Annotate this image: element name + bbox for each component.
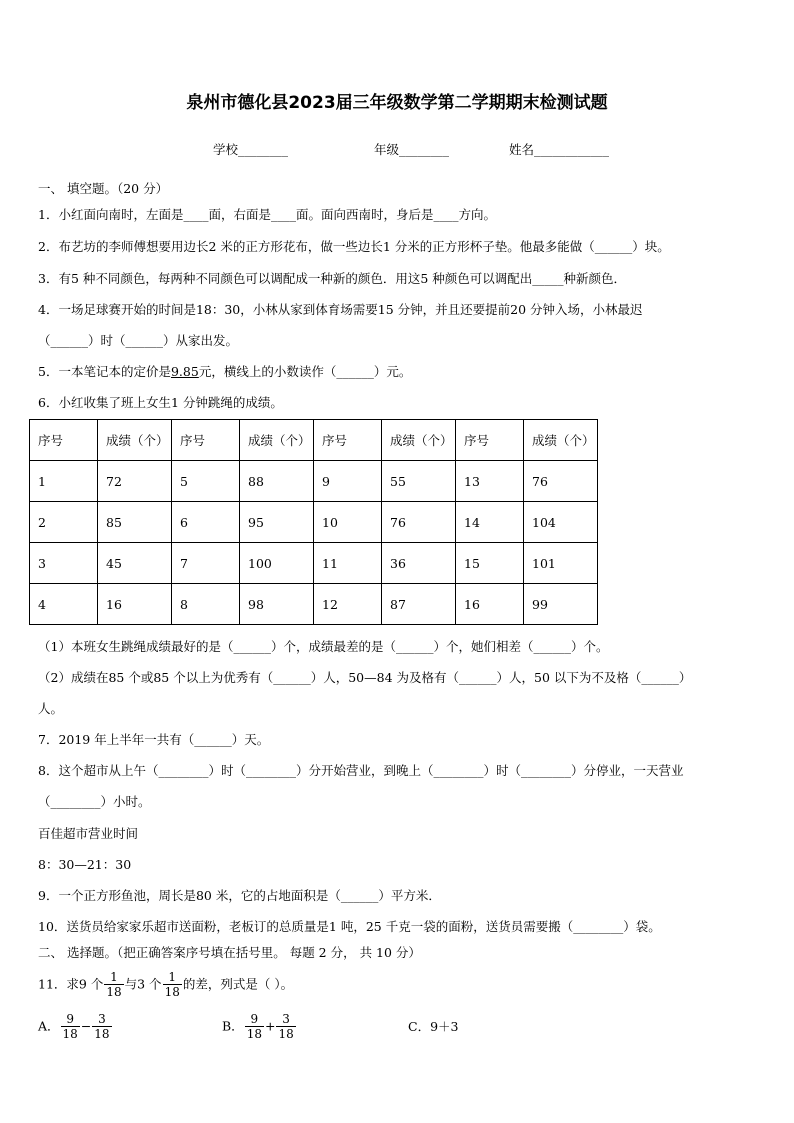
table-cell: 101 <box>524 543 598 584</box>
section-fill-blank-heading: 一、 填空题。（20 分） <box>38 181 169 196</box>
question-4-line2: （______）时（______）从家出发。 <box>38 333 239 348</box>
fraction <box>92 1012 111 1041</box>
fraction-numerator: 1 <box>104 970 123 985</box>
fraction <box>61 1012 80 1041</box>
table-header-cell: 序号 <box>314 420 382 461</box>
question-7: 7．2019 年上半年一共有（______）天。 <box>38 732 270 747</box>
question-3: 3．有5 种不同颜色，每两种不同颜色可以调配成一种新的颜色．用这5 种颜色可以调配出_____种新颜色． <box>38 271 627 286</box>
fraction-numerator: 1 <box>163 970 182 985</box>
question-5 <box>38 363 411 381</box>
table-row <box>30 584 598 625</box>
name-field: 姓名____________ <box>509 142 610 157</box>
question-6-sub2-line1: （2）成绩在85 个或85 个以上为优秀有（______）人，50—84 为及格有（______）人，50 以下为不及格（______） <box>38 670 692 685</box>
table-cell: 8 <box>172 584 240 625</box>
table-cell: 45 <box>98 543 172 584</box>
question-9: 9．一个正方形鱼池，周长是80 米，它的占地面积是（______）平方米． <box>38 888 441 903</box>
table-cell: 98 <box>240 584 314 625</box>
fraction-numerator: 3 <box>92 1012 111 1027</box>
table-cell: 6 <box>172 502 240 543</box>
page-title: 泉州市德化县2023届三年级数学第二学期期末检测试题 <box>186 93 608 113</box>
question-8-line1: 8．这个超市从上午（________）时（________）分开始营业，到晚上（________）时（________）分停业，一天营业 <box>38 763 684 778</box>
table-cell: 10 <box>314 502 382 543</box>
fraction-one-eighteenth <box>163 970 182 999</box>
option-b-label: B． <box>222 1018 244 1034</box>
table-cell: 99 <box>524 584 598 625</box>
table-header-cell: 成绩（个） <box>98 420 172 461</box>
option-c: C．9＋3 <box>408 1019 459 1034</box>
table-cell: 15 <box>456 543 524 584</box>
minus-sign: − <box>80 1018 92 1034</box>
grade-field: 年级________ <box>374 142 450 157</box>
table-cell: 4 <box>30 584 98 625</box>
table-cell: 14 <box>456 502 524 543</box>
store-hours-time: 8：30—21：30 <box>38 857 132 872</box>
table-cell: 2 <box>30 502 98 543</box>
table-header-cell: 成绩（个） <box>382 420 456 461</box>
table-cell: 16 <box>456 584 524 625</box>
table-cell: 16 <box>98 584 172 625</box>
section-choice-heading: 二、 选择题。（把正确答案序号填在括号里。 每题 2 分， 共 10 分） <box>38 945 421 960</box>
fraction-denominator: 18 <box>278 1027 294 1041</box>
table-row <box>30 461 598 502</box>
fraction-denominator: 18 <box>246 1027 262 1041</box>
table-cell: 13 <box>456 461 524 502</box>
table-header-cell: 序号 <box>30 420 98 461</box>
question-11 <box>38 966 293 1003</box>
table-header-cell: 序号 <box>172 420 240 461</box>
table-cell: 11 <box>314 543 382 584</box>
table-cell: 76 <box>382 502 456 543</box>
table-cell: 3 <box>30 543 98 584</box>
store-hours-title: 百佳超市营业时间 <box>38 826 139 841</box>
table-header-cell: 序号 <box>456 420 524 461</box>
table-cell: 76 <box>524 461 598 502</box>
table-cell: 95 <box>240 502 314 543</box>
fraction <box>245 1012 264 1041</box>
option-a-label: A． <box>38 1018 60 1034</box>
fraction-denominator: 18 <box>94 1027 110 1041</box>
question-11-suffix: 的差，列式是（ ）。 <box>182 976 294 992</box>
table-cell: 72 <box>98 461 172 502</box>
option-a <box>38 1008 113 1045</box>
question-2: 2．布艺坊的李师傅想要用边长2 米的正方形花布，做一些边长1 分米的正方形杯子垫。他最多能做（______）块。 <box>38 239 670 254</box>
table-cell: 104 <box>524 502 598 543</box>
table-cell: 1 <box>30 461 98 502</box>
fraction-denominator: 18 <box>106 985 122 999</box>
table-cell: 5 <box>172 461 240 502</box>
table-header-cell: 成绩（个） <box>240 420 314 461</box>
table-cell: 9 <box>314 461 382 502</box>
table-cell: 88 <box>240 461 314 502</box>
fraction-one-eighteenth <box>104 970 123 999</box>
question-5-underlined-number: 9.85 <box>170 364 199 379</box>
question-6: 6．小红收集了班上女生1 分钟跳绳的成绩。 <box>38 395 283 410</box>
fraction-numerator: 9 <box>61 1012 80 1027</box>
table-cell: 55 <box>382 461 456 502</box>
question-6-sub2-line2: 人。 <box>38 701 64 716</box>
question-5-prefix: 5．一本笔记本的定价是 <box>38 364 171 379</box>
table-header-row <box>30 420 598 461</box>
question-10: 10．送货员给家家乐超市送面粉，老板订的总质量是1 吨，25 千克一袋的面粉，送货员需要搬（________）袋。 <box>38 919 661 934</box>
table-header-cell: 成绩（个） <box>524 420 598 461</box>
table-cell: 36 <box>382 543 456 584</box>
option-b <box>222 1008 297 1045</box>
table-cell: 85 <box>98 502 172 543</box>
fraction-numerator: 9 <box>245 1012 264 1027</box>
fraction-denominator: 18 <box>164 985 180 999</box>
question-5-suffix: 元，横线上的小数读作（______）元。 <box>198 364 412 379</box>
table-row <box>30 543 598 584</box>
school-field: 学校________ <box>213 142 289 157</box>
score-table <box>29 419 598 625</box>
question-8-line2: （________）小时。 <box>38 794 151 809</box>
question-11-prefix: 11．求9 个 <box>38 976 104 992</box>
plus-sign: + <box>264 1018 276 1034</box>
table-row <box>30 502 598 543</box>
question-1: 1．小红面向南时，左面是____面，右面是____面。面向西南时，身后是____方向。 <box>38 207 496 222</box>
question-11-mid: 与3 个 <box>124 976 162 992</box>
table-cell: 12 <box>314 584 382 625</box>
question-4-line1: 4．一场足球赛开始的时间是18：30，小林从家到体育场需要15 分钟，并且还要提前20 分钟入场，小林最迟 <box>38 302 643 317</box>
fraction <box>276 1012 295 1041</box>
table-cell: 87 <box>382 584 456 625</box>
table-cell: 100 <box>240 543 314 584</box>
fraction-denominator: 18 <box>62 1027 78 1041</box>
question-6-sub1: （1）本班女生跳绳成绩最好的是（______）个，成绩最差的是（______）个，她们相差（______）个。 <box>38 639 609 654</box>
table-cell: 7 <box>172 543 240 584</box>
fraction-numerator: 3 <box>276 1012 295 1027</box>
